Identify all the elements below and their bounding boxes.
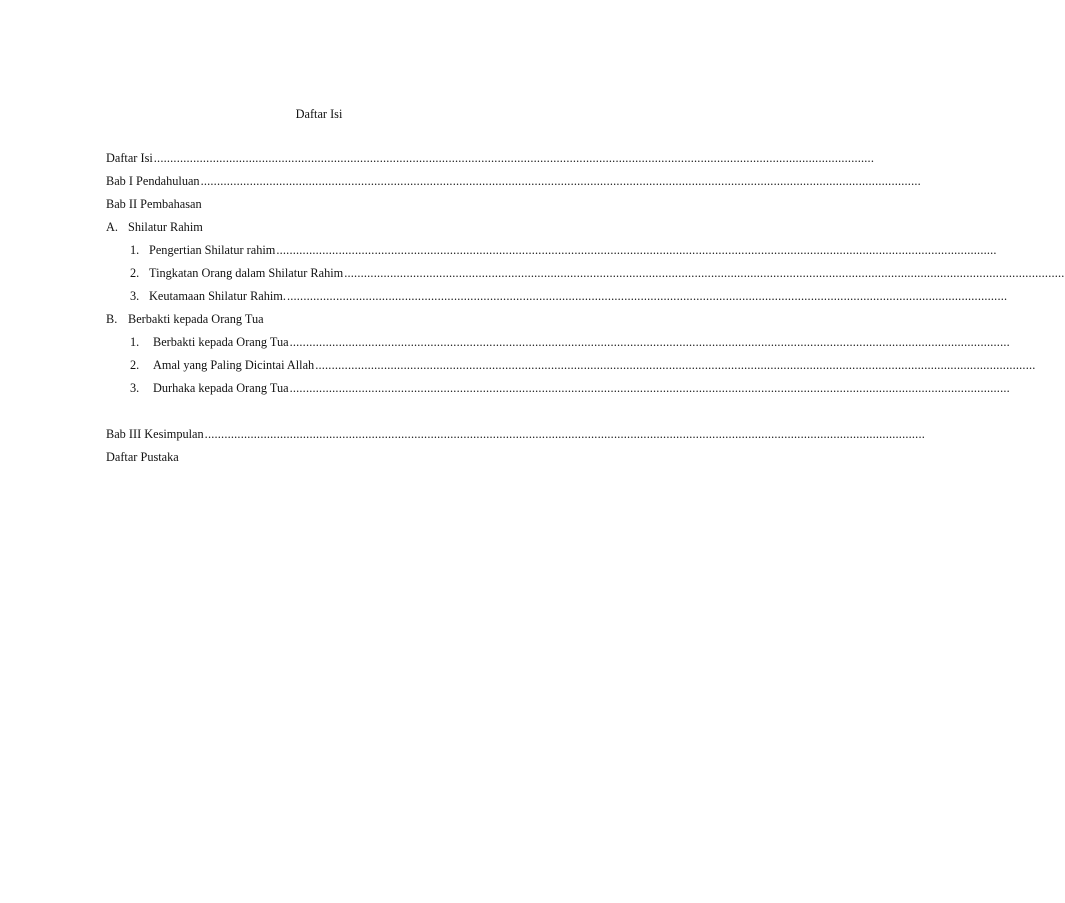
toc-entry-bab-iii bbox=[106, 426, 925, 442]
toc-entry-label: Daftar Pustaka bbox=[106, 450, 179, 464]
leader-dots: ............................................................................................................................................................................................................................ bbox=[204, 427, 925, 441]
toc-entry-label: Berbakti kepada Orang Tua bbox=[128, 312, 264, 326]
toc-entry-label: Keutamaan Shilatur Rahim. bbox=[149, 289, 286, 303]
toc-entry-number: 1. bbox=[130, 243, 140, 257]
leader-dots: ............................................................................................................................................................................................................................ bbox=[153, 151, 875, 165]
leader-dots: ............................................................................................................................................................................................................................ bbox=[200, 174, 921, 188]
leader-dots: ............................................................................................................................................................................................................................ bbox=[315, 358, 1036, 372]
leader-dots: ............................................................................................................................................................................................................................ bbox=[289, 335, 1010, 349]
leader-dots: ............................................................................................................................................................................................................................ bbox=[276, 243, 997, 257]
leader-dots: ............................................................................................................................................................................................................................ bbox=[289, 381, 1010, 395]
toc-entry-label: Shilatur Rahim bbox=[128, 220, 203, 234]
toc-entry-label: Tingkatan Orang dalam Shilatur Rahim bbox=[149, 266, 344, 280]
leader-dots: ............................................................................................................................................................................................................................ bbox=[286, 289, 1008, 303]
toc-entry-bab-i bbox=[106, 173, 921, 189]
toc-entry-daftar-pustaka bbox=[106, 449, 558, 465]
toc-subentry-b3 bbox=[130, 380, 1010, 396]
toc-entry-number: A. bbox=[106, 220, 118, 234]
toc-entry-number: 2. bbox=[130, 358, 140, 372]
toc-entry-label: Berbakti kepada Orang Tua bbox=[153, 335, 289, 349]
toc-subentry-a3 bbox=[130, 288, 1008, 304]
toc-entry-daftar-isi bbox=[106, 150, 875, 166]
page-title: Daftar Isi bbox=[295, 107, 343, 121]
toc-entry-number: 2. bbox=[130, 266, 140, 280]
toc-section-b bbox=[106, 311, 558, 327]
toc-entry-label: Amal yang Paling Dicintai Allah bbox=[153, 358, 315, 372]
toc-entry-number: 3. bbox=[130, 381, 140, 395]
toc-entry-number: B. bbox=[106, 312, 118, 326]
toc-subentry-b2 bbox=[130, 357, 1036, 373]
toc-entry-label: Durhaka kepada Orang Tua bbox=[153, 381, 289, 395]
toc-entry-label: Bab I Pendahuluan bbox=[106, 174, 200, 188]
toc-entry-number: 1. bbox=[130, 335, 140, 349]
toc-subentry-a1 bbox=[130, 242, 997, 258]
toc-entry-label: Bab III Kesimpulan bbox=[106, 427, 204, 441]
toc-entry-label: Daftar Isi bbox=[106, 151, 153, 165]
toc-section-a bbox=[106, 219, 558, 235]
toc-subentry-a2 bbox=[130, 265, 1065, 281]
toc-subentry-b1 bbox=[130, 334, 1010, 350]
toc-entry-label: Bab II Pembahasan bbox=[106, 197, 202, 211]
toc-entry-bab-ii bbox=[106, 196, 558, 212]
toc-entry-number: 3. bbox=[130, 289, 140, 303]
toc-entry-label: Pengertian Shilatur rahim bbox=[149, 243, 276, 257]
leader-dots: ............................................................................................................................................................................................................................ bbox=[344, 266, 1065, 280]
